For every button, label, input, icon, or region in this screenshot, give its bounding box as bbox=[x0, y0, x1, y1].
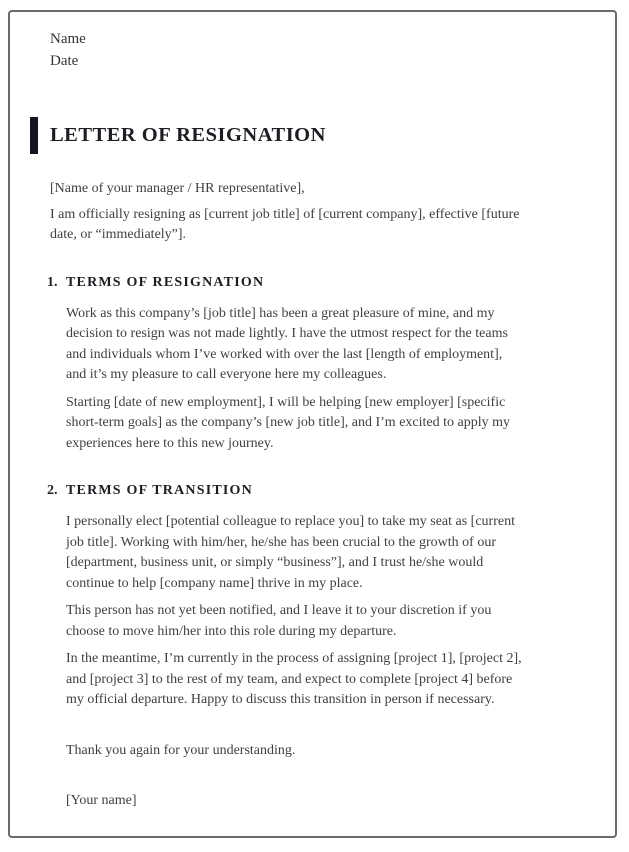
salutation-line: [Name of your manager / HR representative], bbox=[50, 181, 305, 196]
date-label: Date bbox=[50, 53, 79, 69]
title-accent-bar bbox=[30, 117, 38, 154]
closing-line: Thank you again for your understanding. bbox=[66, 742, 296, 758]
section-paragraph: Work as this company’s [job title] has been a great pleasure of mine, and my decision to resign was not made lightly. I have the utmost respect for the teams and individuals whom I’ve worked with over the last [length of employment], and it’s my pleasure to call everyone here my colleagues. bbox=[66, 305, 508, 382]
letter-title-block bbox=[30, 116, 591, 154]
letter-title: LETTER OF RESIGNATION bbox=[50, 123, 326, 146]
section-heading bbox=[47, 274, 591, 292]
intro-paragraph: I am officially resigning as [current job title] of [current company], effective [future date, or “immediately”]. bbox=[50, 206, 520, 242]
section-number: 2. bbox=[47, 483, 58, 498]
name-label: Name bbox=[50, 31, 86, 47]
section-number: 1. bbox=[47, 274, 58, 290]
section-paragraph: This person has not yet been notified, and I leave it to your discretion if you choose to move him/her into this role during my departure. bbox=[66, 603, 492, 639]
letter-page bbox=[8, 10, 617, 838]
section-paragraph: Starting [date of new employment], I will be helping [new employer] [specific short-term goals] as the company’s [new job title], and I’m excited to apply my experiences here to this new journey. bbox=[66, 394, 510, 451]
letter-header bbox=[50, 28, 591, 72]
signature-placeholder: [Your name] bbox=[66, 793, 137, 808]
section-paragraph: In the meantime, I’m currently in the process of assigning [project 1], [project 2], and [project 3] to the rest of my team, and expect to complete [project 4] before my official departure. Happy to discuss this transition in person if necessary. bbox=[66, 651, 522, 707]
section-paragraph: I personally elect [potential colleague to replace you] to take my seat as [current job title]. Working with him/her, he/she has been crucial to the growth of our [department, business unit, or simply “business”], and I trust he/she would continue to help [company name] thrive in my place. bbox=[66, 514, 515, 591]
section-title: TERMS OF RESIGNATION bbox=[66, 274, 265, 290]
section-heading bbox=[47, 482, 591, 500]
section-terms-of-resignation bbox=[47, 274, 591, 455]
section-terms-of-transition bbox=[47, 482, 591, 711]
section-title: TERMS OF TRANSITION bbox=[66, 483, 253, 498]
